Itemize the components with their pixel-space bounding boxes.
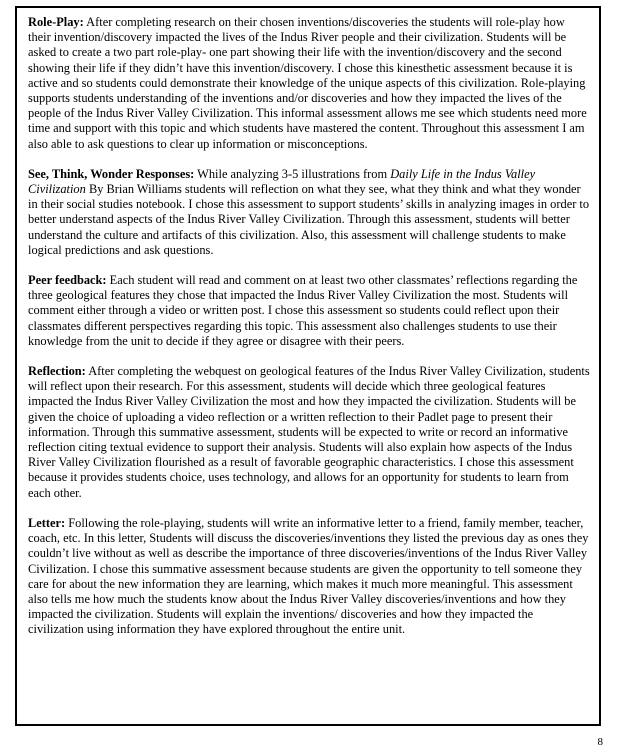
section-heading: See, Think, Wonder Responses: xyxy=(28,166,195,181)
page-number: 8 xyxy=(597,736,603,748)
section-heading: Peer feedback: xyxy=(28,273,107,288)
section-body: After completing research on their chosen inventions/discoveries the students will role-play how their invention/discovery impacted the lives of the Indus River people and their civilization. Students will be asked to create a two part role-play- one part showing their life with the invention/discovery and the second showing their life if they didn’t have this invention/discovery. I chose this kinesthetic assessment because it is active and so students could demonstrate their knowledge of the unique aspects of this civilization. Role-playing supports students understanding of the inventions and/or discoveries and how they impacted the lives of the people of the Indus River Valley Civilization. This informal assessment allows me see which students need more time and support with this topic and which students have mastered the content. Throughout this assessment I am also able to ask questions to clear up information or misconceptions. xyxy=(28,15,587,151)
section-heading: Letter: xyxy=(28,515,66,530)
section-body: Following the role-playing, students will write an informative letter to a friend, family member, teacher, coach, etc. In this letter, Students will discuss the discoveries/inventions they listed the previous day as ones they couldn’t live without as well as describe the importance of three discoveries/inventions of the Indus River Valley Civilization. I chose this summative assessment because students are given the opportunity to tell someone they care for about the new information they are learning, which makes it much more meaningful. This assessment also tells me how much the students know about the Indus River Valley discoveries/inventions and how they impacted the civilization. Students will explain the inventions/ discoveries and how they impacted the civilization using information they have explored throughout the entire unit. xyxy=(28,515,589,637)
section-body: Each student will read and comment on at least two other classmates’ reflections regarding the three geological features they chose that impacted the Indus River Valley Civilization the most. Students will comment either through a video or written post. I chose this assessment so students could reflect upon their classmates different perspectives regarding this topic. This assessment also challenges students to use their knowledge from the unit to decide if they agree or disagree with their peers. xyxy=(28,273,578,348)
section-peer-feedback xyxy=(28,273,590,349)
section-letter xyxy=(28,516,590,638)
section-see-think-wonder xyxy=(28,167,590,258)
section-heading: Role-Play: xyxy=(28,15,84,29)
section-role-play xyxy=(28,15,590,152)
section-reflection xyxy=(28,364,590,501)
section-body: After completing the webquest on geological features of the Indus River Valley Civilization, students will reflect upon their research. For this assessment, students will decide which three geological features impacted the Indus River Valley Civilization the most and how they impacted the civilization. Students will be given the choice of uploading a video reflection or a written reflection to their Padlet page to present their information. Through this summative assessment, students will be expected to write or record an informative reflection citing textual evidence to support their analysis. Students will also explain how aspects of the Indus River Valley Civilization flourished as a result of favorable geographic characteristics. I chose this assessment because it provides students choice, uses technology, and allows for an opportunity for students to learn from each other. xyxy=(28,364,590,500)
section-body: While analyzing 3-5 illustrations from xyxy=(197,166,388,181)
document-frame xyxy=(15,6,601,726)
section-heading: Reflection: xyxy=(28,364,86,379)
book-citation: Daily Life in the Indus Valley Civilization xyxy=(28,166,536,197)
section-body: By Brian Williams students will reflection on what they see, what they think and what they wonder in their social studies notebook. I chose this assessment to support students’ skills in analyzing images in order to better understand aspects of the Indus River Valley Civilization. Through this assessment, students will better understand the culture and artifacts of this civilization. Also, this assessment will challenge students to make logical predictions and ask questions. xyxy=(28,182,590,257)
